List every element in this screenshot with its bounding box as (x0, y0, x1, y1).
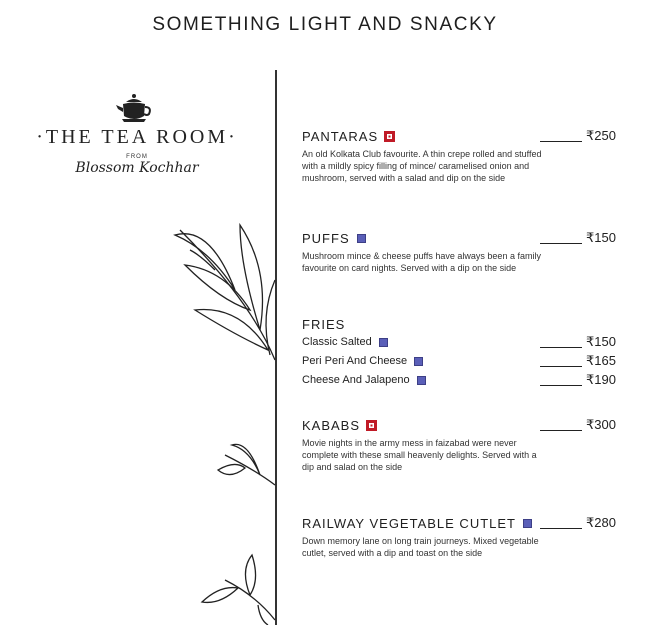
option-name: Peri Peri And Cheese (302, 355, 408, 367)
menu-item-puffs (302, 230, 622, 274)
logo-name: ·THE TEA ROOM· (36, 126, 238, 148)
price-leader-line (540, 385, 582, 386)
veg-marker-icon (523, 519, 532, 528)
logo-from: FROM (126, 154, 148, 160)
item-price: ₹300 (586, 417, 616, 432)
option-price: ₹150 (586, 334, 616, 349)
veg-marker-icon (417, 376, 426, 385)
menu-item-kababs (302, 417, 622, 473)
menu-item-railway-vegetable-cutlet (302, 515, 622, 559)
leaf-illustration (140, 210, 280, 625)
price-leader-line (540, 430, 582, 431)
teapot-icon (114, 92, 154, 126)
price-leader-line (540, 141, 582, 142)
logo-signature: Blossom Kochhar (75, 160, 199, 176)
menu-item-pantaras (302, 128, 622, 184)
veg-marker-icon (379, 338, 388, 347)
item-price: ₹250 (586, 128, 616, 143)
item-name: KABABS (302, 417, 361, 433)
item-description: Mushroom mince & cheese puffs have always been a family favourite on card nights. Served with a dip on the side (302, 251, 541, 273)
option-name: Classic Salted (302, 336, 372, 348)
fries-option (302, 373, 426, 387)
item-name: FRIES (302, 316, 346, 332)
option-name: Cheese And Jalapeno (302, 374, 410, 386)
fries-option (302, 354, 423, 368)
item-name: PUFFS (302, 230, 350, 246)
item-description: An old Kolkata Club favourite. A thin crepe rolled and stuffed with a mildly spicy filling of mince/ caramelised onion and mushroom, served with a salad and dip on the side (302, 149, 542, 183)
page-title: SOMETHING LIGHT AND SNACKY (152, 14, 498, 35)
item-description: Movie nights in the army mess in faizabad were never complete with these small heavenly delights. Served with a dip and salad on the side (302, 438, 537, 472)
option-price: ₹190 (586, 372, 616, 387)
option-price: ₹165 (586, 353, 616, 368)
item-price: ₹150 (586, 230, 616, 245)
price-leader-line (540, 366, 582, 367)
price-leader-line (540, 243, 582, 244)
non-veg-marker-icon (367, 421, 376, 430)
item-price: ₹280 (586, 515, 616, 530)
item-name: RAILWAY VEGETABLE CUTLET (302, 515, 516, 531)
price-leader-line (540, 347, 582, 348)
item-description: Down memory lane on long train journeys. Mixed vegetable cutlet, served with a dip and toast on the side (302, 536, 539, 558)
fries-option (302, 335, 388, 349)
item-name: PANTARAS (302, 128, 379, 144)
tea-room-logo (22, 92, 252, 202)
price-leader-line (540, 528, 582, 529)
veg-marker-icon (357, 234, 366, 243)
menu-item-fries (302, 316, 622, 332)
non-veg-marker-icon (385, 132, 394, 141)
veg-marker-icon (414, 357, 423, 366)
